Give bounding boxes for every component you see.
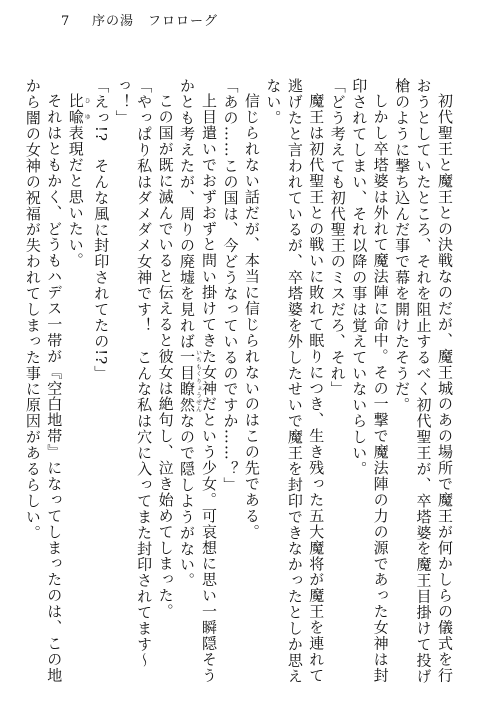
page-number: 7: [61, 14, 70, 29]
paragraph-7: [176, 78, 219, 688]
paragraph-7-text-b: なので隠しようがない。: [178, 412, 197, 589]
body-text: [23, 78, 455, 688]
paragraph-5: 信じられない話だが、本当に信じられないのはこの先である。: [242, 93, 261, 540]
paragraph-8: この国が既に滅んでいると伝えると彼女は絶句し、泣き始めてしまった。: [156, 93, 175, 620]
paragraph-11: [64, 78, 89, 688]
dialogue-line-2: 「あの……この国は、今どうなっているのですか……？」: [221, 78, 240, 493]
paragraph-1: 初代聖王と魔王との決戦なのだが、魔王城のあの場所で魔王が何かしらの儀式を行おうとしていたところ、それを阻止するべく初代聖王が、卒塔婆を魔王目掛けて投げ槍のように撃ち込んだ事で幕を開けたそうだ。: [393, 78, 454, 685]
paragraph-2: しかし卒塔婆は外れて魔法陣に命中。その一撃で魔法陣の力の源であった女神は封印されてしまい、それ以降の事は覚えていないらしい。: [350, 78, 390, 684]
dialogue-line-4: 「えっ!? そんな風に封印されてたの!?」: [92, 78, 111, 382]
ruby-base-1: 一目瞭然: [178, 349, 197, 413]
ruby-ichimoku-ryouzen: [178, 349, 202, 413]
ruby-base-2: 比喩: [66, 93, 85, 125]
dialogue-line-1: 「どう考えても初代聖王のミスだろ、それ」: [328, 78, 347, 397]
ruby-reading-1: いちもくりょうぜん: [194, 349, 202, 413]
ruby-reading-2: ひゆ: [83, 93, 91, 125]
paragraph-12: それはともかく、どうもハデス一帯が『空白地帯』になってしまったのは、この地から闇の女神の祝福が失われてしまった事に原因があるらしい。: [23, 78, 64, 684]
paragraph-4: 魔王は初代聖王との戦いに敗れて眠りにつき、生き残った五大魔将が魔王を連れて逃げたと言われているが、卒塔婆を外したせいで魔王を封印できなかったとしか思えない。: [264, 78, 326, 685]
dialogue-line-3: 「やっぱり私はダメダメ女神です！ こんな私は穴に入ってまた封印されてます～っ！」: [113, 78, 154, 669]
paragraph-11-text: 表現だと思いたい。: [66, 124, 85, 269]
chapter-title: 序の湯 フロローグ: [92, 14, 219, 29]
paragraph-7-text-a: 上目遣いでおずおずと問い掛けてきた女神だという少女。可哀想に思い一瞬隠そうかとも考えたが、周りの廃墟を見れば: [178, 78, 219, 684]
ruby-hiyu: [66, 93, 91, 125]
